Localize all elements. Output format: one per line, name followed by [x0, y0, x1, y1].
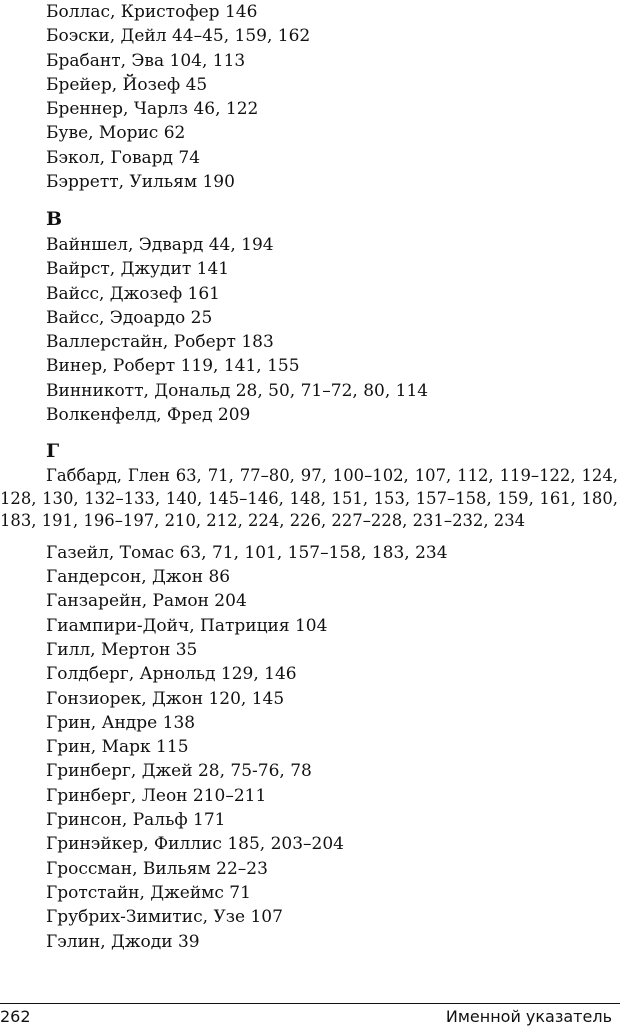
- index-entry: Голдберг, Арнольд 129, 146: [46, 664, 297, 685]
- index-entry: Вайншел, Эдвард 44, 194: [46, 235, 274, 255]
- index-entry: Бреннер, Чарлз 46, 122: [46, 99, 259, 120]
- index-entry: Гроссман, Вильям 22–23: [46, 858, 268, 879]
- index-entry: Вайсс, Эдоардо 25: [46, 307, 213, 328]
- index-entry: Грубрих-Зимитис, Узе 107: [46, 907, 283, 928]
- index-entry: Буве, Морис 62: [46, 123, 186, 144]
- index-entry: Грин, Андре 138: [46, 712, 196, 733]
- index-entry: Волкенфелд, Фред 209: [46, 405, 251, 426]
- index-entry: Гротстайн, Джеймс 71: [46, 882, 251, 903]
- section-letter-heading: Г: [46, 440, 60, 462]
- index-entry: Винникотт, Дональд 28, 50, 71–72, 80, 114: [46, 380, 429, 401]
- index-entry: Гринэйкер, Филлис 185, 203–204: [46, 834, 344, 855]
- index-entry: Бэрретт, Уильям 190: [46, 172, 235, 193]
- index-entry: Гринсон, Ральф 171: [46, 810, 226, 831]
- index-entry: Валлерстайн, Роберт 183: [46, 332, 274, 353]
- index-entry: Брейер, Йозеф 45: [46, 74, 208, 95]
- footer-rule: [0, 1003, 620, 1004]
- index-entry: Газейл, Томас 63, 71, 101, 157–158, 183, 234: [46, 542, 448, 563]
- page-number: 262: [0, 1007, 31, 1026]
- index-entry: Гринберг, Джей 28, 75-76, 78: [46, 761, 312, 782]
- index-entry: Вайсс, Джозеф 161: [46, 283, 220, 304]
- index-entry: Брабант, Эва 104, 113: [46, 50, 246, 71]
- index-entry: Гэлин, Джоди 39: [46, 931, 200, 952]
- index-section-b: [0, 0, 620, 194]
- index-entry: Вайрст, Джудит 141: [46, 259, 230, 280]
- index-section-g: [0, 439, 620, 954]
- index-entry-long: Габбард, Глен 63, 71, 77–80, 97, 100–102, 107, 112, 119–122, 124, 128, 130, 132–133, 140, 145–146, 148, 151, 153, 157–158, 159, 161, 180, 183, 191, 196–197, 210, 212, 224, 226, 227–228, 231–232, 234: [0, 466, 618, 531]
- section-letter-heading: В: [46, 208, 63, 230]
- index-entry: Боллас, Кристофер 146: [46, 2, 258, 22]
- index-entry: Ганзарейн, Рамон 204: [46, 591, 247, 612]
- index-entry: Гилл, Мертон 35: [46, 639, 198, 660]
- running-title: Именной указатель: [445, 1007, 612, 1026]
- index-entry: Гандерсон, Джон 86: [46, 567, 231, 588]
- index-entry: Боэски, Дейл 44–45, 159, 162: [46, 26, 311, 47]
- index-entry: Гиампири-Дойч, Патриция 104: [46, 615, 328, 636]
- index-entry: Гонзиорек, Джон 120, 145: [46, 688, 285, 709]
- index-entry: Бэкол, Говард 74: [46, 147, 201, 168]
- index-entry: Гринберг, Леон 210–211: [46, 785, 267, 806]
- index-entry: Винер, Роберт 119, 141, 155: [46, 356, 300, 377]
- index-entry: Грин, Марк 115: [46, 737, 189, 758]
- index-section-v: [0, 207, 620, 427]
